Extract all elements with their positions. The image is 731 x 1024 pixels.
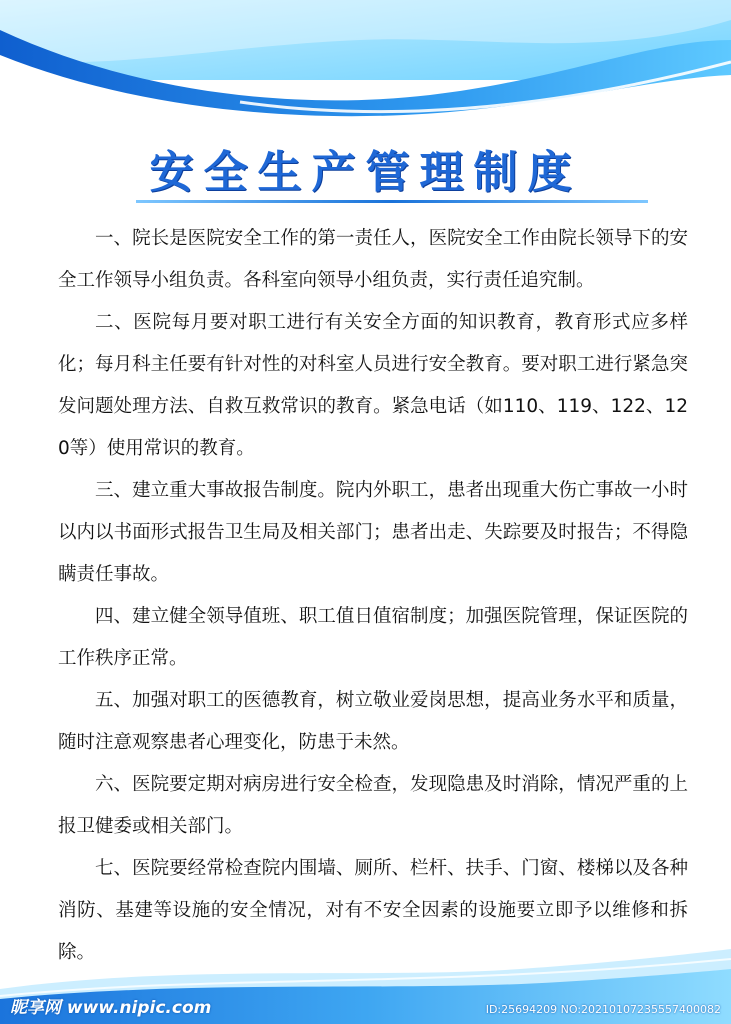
paragraph-2: 二、医院每月要对职工进行有关安全方面的知识教育，教育形式应多样化；每月科主任要有针对性的对科室人员进行安全教育。要对职工进行紧急突发问题处理方法、自救互救常识的教育。紧急电话（如110、119、122、120等）使用常识的教育。 [58,312,688,459]
paragraph-6: 六、医院要定期对病房进行安全检查，发现隐患及时消除，情况严重的上报卫健委或相关部门。 [58,774,688,837]
page-title: 安全生产管理制度 [149,147,582,198]
title-underline [136,200,648,203]
paragraph-3: 三、建立重大事故报告制度。院内外职工，患者出现重大伤亡事故一小时以内以书面形式报告卫生局及相关部门；患者出走、失踪要及时报告；不得隐瞒责任事故。 [58,480,688,585]
paragraph-4: 四、建立健全领导值班、职工值日值宿制度；加强医院管理，保证医院的工作秩序正常。 [58,606,688,669]
paragraph-1: 一、院长是医院安全工作的第一责任人，医院安全工作由院长领导下的安全工作领导小组负责。各科室向领导小组负责，实行责任追究制。 [58,228,688,291]
paragraph-7: 七、医院要经常检查院内围墙、厕所、栏杆、扶手、门窗、楼梯以及各种消防、基建等设施的安全情况，对有不安全因素的设施要立即予以维修和拆除。 [58,858,688,963]
top-wave-decoration [0,0,731,135]
paragraph-5: 五、加强对职工的医德教育，树立敬业爱岗思想，提高业务水平和质量，随时注意观察患者心理变化，防患于未然。 [58,690,688,753]
regulation-content [58,218,688,974]
image-id-watermark: ID:25694209 NO:20210107235557400082 [485,1003,721,1016]
site-watermark: 昵享网 www.nipic.com [10,998,212,1018]
